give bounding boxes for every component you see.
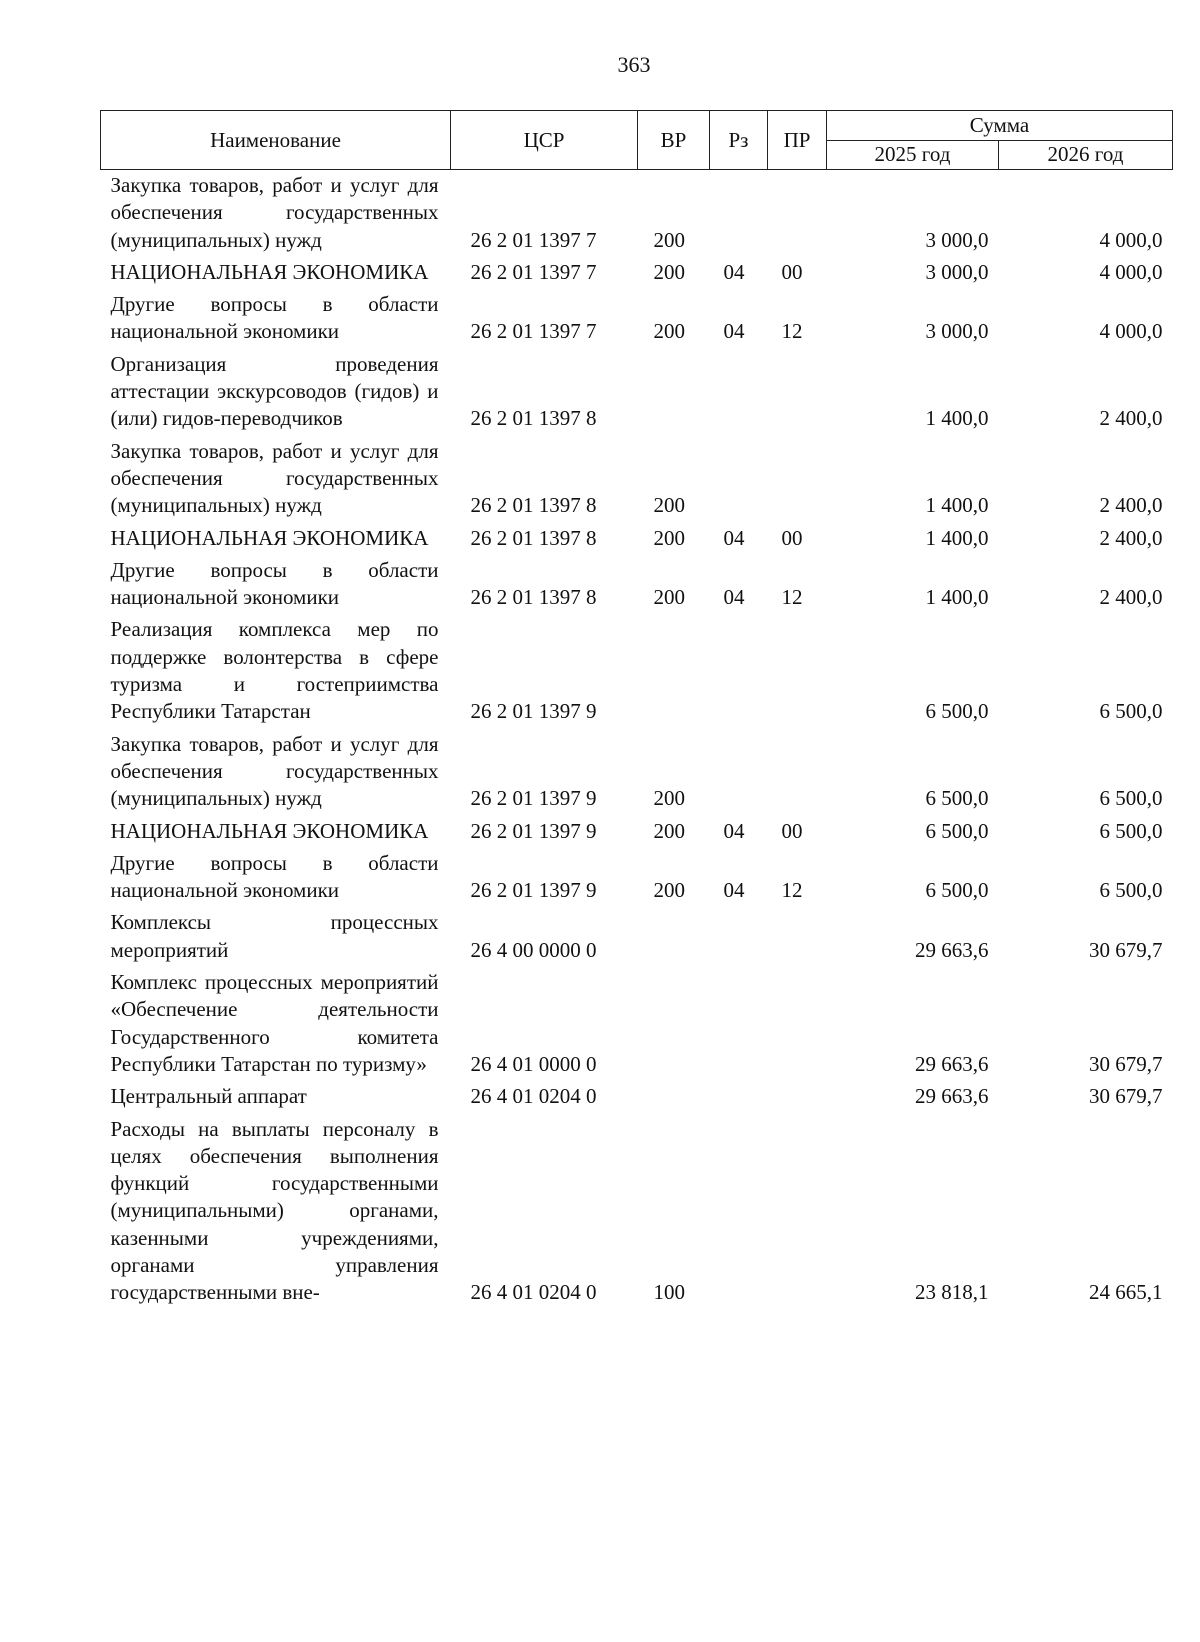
row-2025-cell: 6 500,0 <box>925 818 989 843</box>
row-pr-cell <box>768 1114 827 1310</box>
row-vr-cell: 200 <box>653 227 685 252</box>
row-rz-cell: 04 <box>723 525 745 550</box>
row-2025-cell: 1 400,0 <box>925 585 989 610</box>
row-2026-cell: 2 400,0 <box>1099 493 1163 518</box>
row-name-cell: НАЦИОНАЛЬНАЯ ЭКОНОМИКА <box>110 259 429 284</box>
row-name-cell: Другие вопросы в области национальной экономики <box>110 850 439 903</box>
row-2026-cell: 2 400,0 <box>1099 406 1163 431</box>
table-body <box>101 170 1173 1310</box>
row-name-cell: Другие вопросы в области национальной экономики <box>110 557 439 610</box>
row-name-cell: Комплексы процессных мероприятий <box>110 910 439 962</box>
row-rz-cell <box>710 1081 768 1113</box>
table-row <box>101 523 1173 555</box>
table-header <box>101 111 1173 170</box>
row-csr-cell: 26 4 00 0000 0 <box>470 937 597 962</box>
row-csr-cell: 26 4 01 0204 0 <box>470 1084 597 1109</box>
row-2026-cell: 4 000,0 <box>1099 227 1163 252</box>
row-pr-cell: 12 <box>781 319 803 344</box>
row-csr-cell: 26 2 01 1397 8 <box>470 493 597 518</box>
row-rz-cell <box>710 967 768 1081</box>
row-vr-cell <box>638 349 710 436</box>
row-name-cell: НАЦИОНАЛЬНАЯ ЭКОНОМИКА <box>110 818 429 843</box>
row-2025-cell: 3 000,0 <box>925 259 989 284</box>
row-name-cell: НАЦИОНАЛЬНАЯ ЭКОНОМИКА <box>110 525 429 550</box>
row-pr-cell <box>768 1081 827 1113</box>
table-row <box>101 436 1173 523</box>
row-pr-cell <box>768 436 827 523</box>
row-name-cell: Закупка товаров, работ и услуг для обеспечения государственных (муниципальных) нужд <box>110 438 439 518</box>
row-pr-cell: 00 <box>781 818 803 843</box>
header-rz: Рз <box>710 111 768 170</box>
row-vr-cell <box>638 907 710 967</box>
row-csr-cell: 26 2 01 1397 8 <box>470 525 597 550</box>
header-pr: ПР <box>768 111 827 170</box>
row-csr-cell: 26 2 01 1397 9 <box>470 818 597 843</box>
row-pr-cell <box>768 349 827 436</box>
row-rz-cell <box>710 170 768 257</box>
row-2026-cell: 30 679,7 <box>1089 937 1163 962</box>
row-2026-cell: 6 500,0 <box>1099 786 1163 811</box>
row-csr-cell: 26 2 01 1397 7 <box>470 227 597 252</box>
row-csr-cell: 26 2 01 1397 9 <box>470 878 597 903</box>
row-rz-cell: 04 <box>723 878 745 903</box>
row-name-cell: Реализация комплекса мер по поддержке волонтерства в сфере туризма и гостеприимства Республики Татарстан <box>110 617 439 724</box>
row-pr-cell <box>768 907 827 967</box>
row-vr-cell <box>638 1081 710 1113</box>
row-rz-cell <box>710 729 768 816</box>
row-2026-cell: 24 665,1 <box>1089 1280 1163 1305</box>
table-row <box>101 289 1173 349</box>
table-row <box>101 729 1173 816</box>
row-name-cell: Организация проведения аттестации экскурсоводов (гидов) и (или) гидов-переводчиков <box>110 351 439 431</box>
row-rz-cell <box>710 614 768 728</box>
row-rz-cell: 04 <box>723 818 745 843</box>
table-row <box>101 967 1173 1081</box>
row-name-cell: Расходы на выплаты персоналу в целях обеспечения выполнения функций государственными (муниципальными) органами, казенными учреждениями, органами управления государственными вне- <box>110 1116 439 1305</box>
row-csr-cell: 26 2 01 1397 7 <box>470 259 597 284</box>
row-vr-cell: 100 <box>653 1280 685 1305</box>
row-2025-cell: 1 400,0 <box>925 525 989 550</box>
row-2025-cell: 29 663,6 <box>915 937 989 962</box>
row-vr-cell: 200 <box>653 259 685 284</box>
row-rz-cell: 04 <box>723 259 745 284</box>
row-2025-cell: 1 400,0 <box>925 493 989 518</box>
row-pr-cell <box>768 170 827 257</box>
row-csr-cell: 26 2 01 1397 8 <box>470 585 597 610</box>
header-sum: Сумма <box>827 111 1173 141</box>
row-2026-cell: 2 400,0 <box>1099 585 1163 610</box>
row-pr-cell <box>768 729 827 816</box>
table-row <box>101 1081 1173 1113</box>
row-csr-cell: 26 2 01 1397 8 <box>470 406 597 431</box>
row-name-cell: Закупка товаров, работ и услуг для обеспечения государственных (муниципальных) нужд <box>110 731 439 811</box>
row-pr-cell <box>768 614 827 728</box>
row-csr-cell: 26 2 01 1397 9 <box>470 699 597 724</box>
row-rz-cell <box>710 349 768 436</box>
row-pr-cell: 12 <box>781 585 803 610</box>
row-2026-cell: 6 500,0 <box>1099 699 1163 724</box>
row-csr-cell: 26 2 01 1397 7 <box>470 319 597 344</box>
row-pr-cell: 12 <box>781 878 803 903</box>
table-row <box>101 170 1173 257</box>
header-vr: ВР <box>638 111 710 170</box>
row-2026-cell: 6 500,0 <box>1099 878 1163 903</box>
header-csr: ЦСР <box>451 111 638 170</box>
row-name-cell: Комплекс процессных мероприятий «Обеспечение деятельности Государственного комитета Республики Татарстан по туризму» <box>110 970 439 1076</box>
table-row <box>101 1114 1173 1310</box>
header-name: Наименование <box>101 111 451 170</box>
row-rz-cell <box>710 436 768 523</box>
row-rz-cell: 04 <box>723 585 745 610</box>
row-2025-cell: 6 500,0 <box>925 878 989 903</box>
row-2026-cell: 30 679,7 <box>1089 1084 1163 1109</box>
row-vr-cell: 200 <box>653 585 685 610</box>
row-name-cell: Центральный аппарат <box>110 1084 307 1109</box>
row-2025-cell: 3 000,0 <box>925 227 989 252</box>
header-year-2025: 2025 год <box>827 140 999 170</box>
row-rz-cell: 04 <box>723 319 745 344</box>
table-row <box>101 614 1173 728</box>
row-csr-cell: 26 4 01 0204 0 <box>470 1280 597 1305</box>
row-vr-cell: 200 <box>653 818 685 843</box>
row-2025-cell: 23 818,1 <box>915 1280 989 1305</box>
row-2025-cell: 3 000,0 <box>925 319 989 344</box>
row-csr-cell: 26 2 01 1397 9 <box>470 786 597 811</box>
row-2025-cell: 1 400,0 <box>925 406 989 431</box>
row-2025-cell: 6 500,0 <box>925 699 989 724</box>
row-2026-cell: 2 400,0 <box>1099 525 1163 550</box>
row-vr-cell: 200 <box>653 786 685 811</box>
table-row <box>101 555 1173 615</box>
row-2026-cell: 4 000,0 <box>1099 259 1163 284</box>
row-2025-cell: 29 663,6 <box>915 1084 989 1109</box>
row-vr-cell <box>638 967 710 1081</box>
row-2026-cell: 30 679,7 <box>1089 1051 1163 1076</box>
budget-table-container <box>100 110 1172 1310</box>
table-row <box>101 816 1173 848</box>
row-2025-cell: 29 663,6 <box>915 1051 989 1076</box>
table-row <box>101 349 1173 436</box>
row-pr-cell <box>768 967 827 1081</box>
page-number: 363 <box>617 52 651 77</box>
row-csr-cell: 26 4 01 0000 0 <box>470 1051 597 1076</box>
row-vr-cell: 200 <box>653 493 685 518</box>
budget-table <box>100 110 1173 1310</box>
table-row <box>101 907 1173 967</box>
table-row <box>101 257 1173 289</box>
row-name-cell: Закупка товаров, работ и услуг для обеспечения государственных (муниципальных) нужд <box>110 173 439 252</box>
row-2026-cell: 6 500,0 <box>1099 818 1163 843</box>
row-pr-cell: 00 <box>781 259 803 284</box>
row-vr-cell: 200 <box>653 878 685 903</box>
header-year-2026: 2026 год <box>999 140 1173 170</box>
row-vr-cell: 200 <box>653 319 685 344</box>
table-row <box>101 848 1173 908</box>
row-pr-cell: 00 <box>781 525 803 550</box>
row-name-cell: Другие вопросы в области национальной экономики <box>110 292 439 344</box>
row-2025-cell: 6 500,0 <box>925 786 989 811</box>
row-2026-cell: 4 000,0 <box>1099 319 1163 344</box>
row-rz-cell <box>710 1114 768 1310</box>
row-vr-cell: 200 <box>653 525 685 550</box>
row-vr-cell <box>638 614 710 728</box>
row-rz-cell <box>710 907 768 967</box>
